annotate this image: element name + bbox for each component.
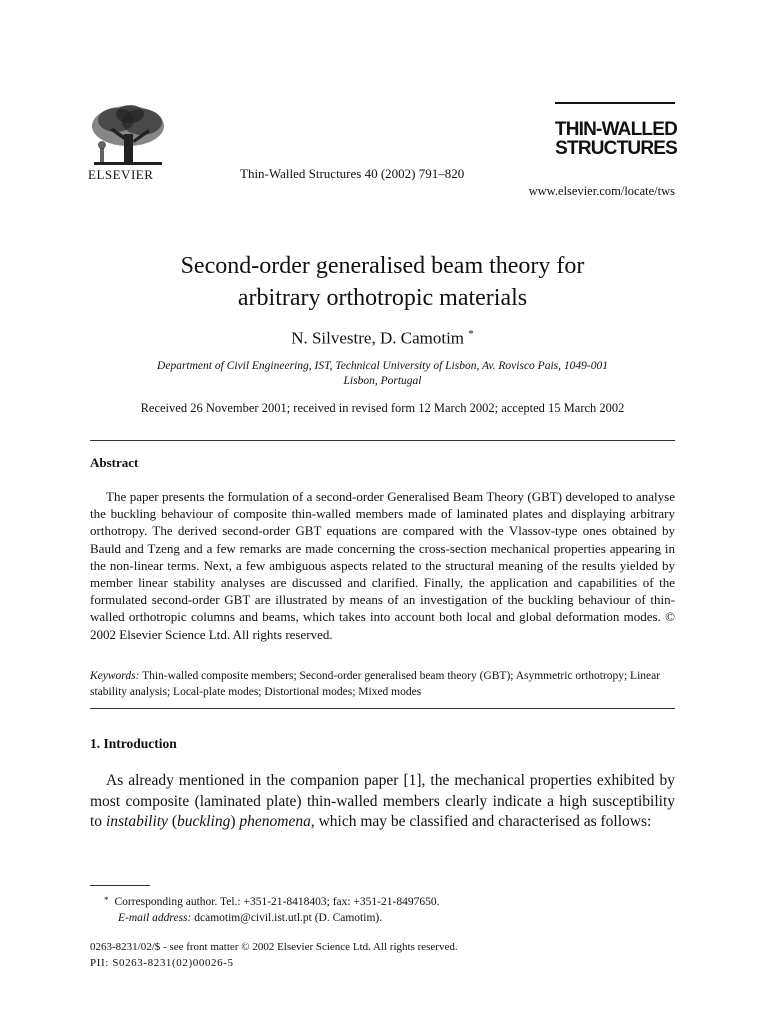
abstract-heading: Abstract [90,455,139,470]
corresponding-author-mark[interactable]: * [468,328,474,340]
journal-brand [553,120,677,158]
abstract-body: The paper presents the formulation of a second-order Generalised Beam Theory (GBT) developed to analyse the buckling behaviour of composite thin-walled members made of laminated plates and displaying arbitrary orthotropy. The derived second-order GBT equations are compared with the Vlassov-type ones obtained by Bauld and Tzeng and a few remarks are made concerning the cross-section mechanical properties appearing in the non-linear terms. Next, a few ambiguous aspects related to the structural meaning of the results yielded by member linear stability analyses are discussed and clarified. Finally, the application and capabilities of the formulated second-order GBT are illustrated by means of an investigation of the buckling behaviour of thin-walled orthotropic columns and beams, which takes into account both local and global deformation modes. © 2002 Elsevier Science Ltd. All rights reserved. [90,489,675,642]
footnote-corresponding-text: Corresponding author. Tel.: +351-21-8418403; fax: +351-21-8497650. [114,896,440,908]
footnote [104,892,674,926]
abstract-bottom-rule [90,708,675,709]
article-authors [90,328,675,349]
article-title-line2: arbitrary orthotropic materials [237,285,528,311]
intro-emphasis-phenomena: phenomena [239,813,311,830]
author-affiliation [90,359,675,389]
affiliation-line2: Lisbon, Portugal [343,375,422,387]
footnote-rule [90,885,150,886]
journal-citation: Thin-Walled Structures 40 (2002) 791–820 [240,166,465,181]
keywords-label: Keywords: [90,670,140,682]
journal-brand-line2: STRUCTURES [555,138,677,159]
footnote-email [104,910,674,926]
footnote-email-label: E-mail address: [118,912,192,924]
intro-text-4: , which may be classified and characterised as follows: [310,813,652,830]
introduction-paragraph [90,771,675,833]
article-title [90,250,675,314]
publisher-name: ELSEVIER [88,167,154,182]
received-dates: Received 26 November 2001; received in revised form 12 March 2002; accepted 15 March 2002 [140,401,625,415]
intro-emphasis-buckling: buckling [176,813,231,830]
intro-text-2: ( [167,813,177,830]
journal-brand-rule [555,102,675,104]
footnote-email-address[interactable]: dcamotim@civil.ist.utl.pt (D. Camotim). [194,912,383,924]
intro-text-1: As already mentioned in the companion paper [1], the mechanical properties exhibited by most composite (laminated plate) thin-walled members clearly indicate a high susceptibility to [90,772,675,830]
affiliation-line1: Department of Civil Engineering, IST, Technical University of Lisbon, Av. Rovisco Pais, 1049-001 [157,360,608,372]
article-title-line1: Second-order generalised beam theory for [180,253,585,279]
keywords-list: Thin-walled composite members; Second-order generalised beam theory (GBT); Asymmetric orthotropy; Linear stability analysis; Local-plate modes; Distortional modes; Mixed modes [90,670,661,698]
abstract-top-rule [90,440,675,441]
pii-line: PII: S0263-8231(02)00026-5 [90,956,234,969]
front-matter [90,940,675,971]
issn-line: 0263-8231/02/$ - see front matter © 2002 Elsevier Science Ltd. All rights reserved. [90,941,458,953]
footnote-corresponding [104,892,674,910]
intro-text-3: ) [230,813,240,830]
journal-brand-line1: THIN-WALLED [554,119,677,140]
author-names: N. Silvestre, D. Camotim [291,328,465,348]
footnote-mark: * [104,895,109,905]
keywords [90,668,675,700]
journal-url-link[interactable]: www.elsevier.com/locate/tws [528,184,675,198]
section-heading-introduction: 1. Introduction [90,736,177,751]
intro-emphasis-instability: instability [105,813,168,830]
